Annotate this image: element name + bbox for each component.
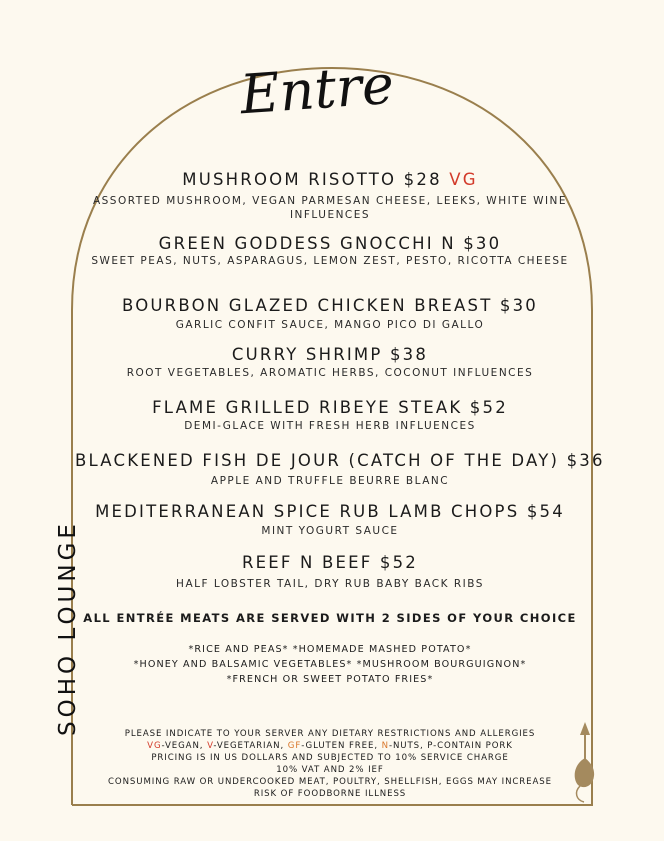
dish-name: BOURBON GLAZED CHICKEN BREAST $30	[121, 296, 539, 315]
tax-notice: 10% VAT AND 2% IEF	[276, 765, 384, 775]
dish-description: SWEET PEAS, NUTS, ASPARAGUS, LEMON ZEST, PESTO, RICOTTA CHEESE	[91, 255, 569, 267]
pricing-notice: PRICING IS IN US DOLLARS AND SUBJECTED TO 10% SERVICE CHARGE	[151, 753, 509, 763]
dish-description: MINT YOGURT SAUCE	[261, 525, 399, 537]
diet-legend: VG-VEGAN, V-VEGETARIAN, GF-GLUTEN FREE, N-NUTS, P-CONTAIN PORK	[147, 741, 513, 751]
dish-name: GREEN GODDESS GNOCCHI N $30	[158, 234, 502, 253]
dish-description: GARLIC CONFIT SAUCE, MANGO PICO DI GALLO	[175, 319, 485, 331]
sides-line: *RICE AND PEAS* *HOMEMADE MASHED POTATO*	[188, 644, 472, 655]
dish-name: CURRY SHRIMP $38	[231, 345, 429, 364]
dish-name: MEDITERRANEAN SPICE RUB LAMB CHOPS $54	[95, 502, 565, 521]
dish-description: DEMI-GLACE WITH FRESH HERB INFLUENCES	[184, 420, 476, 432]
dish-name: REEF N BEEF $52	[241, 553, 419, 572]
dish-name: BLACKENED FISH DE JOUR (CATCH OF THE DAY) $36	[75, 451, 605, 470]
dish-description: HALF LOBSTER TAIL, DRY RUB BABY BACK RIBS	[176, 578, 484, 590]
dish-name: MUSHROOM RISOTTO $28 VG	[182, 170, 478, 189]
dish-description: ROOT VEGETABLES, AROMATIC HERBS, COCONUT INFLUENCES	[126, 367, 534, 379]
sides-line: *FRENCH OR SWEET POTATO FRIES*	[226, 674, 434, 685]
sides-note: ALL ENTRÉE MEATS ARE SERVED WITH 2 SIDES OF YOUR CHOICE	[83, 611, 577, 625]
dish-name: FLAME GRILLED RIBEYE STEAK $52	[152, 398, 508, 417]
consumption-warning-cont: RISK OF FOODBORNE ILLNESS	[253, 789, 407, 799]
vegan-tag: VG	[449, 170, 478, 189]
brand-label: SOHO LOUNGE	[55, 520, 81, 736]
sides-line: *HONEY AND BALSAMIC VEGETABLES* *MUSHROOM BOURGUIGNON*	[133, 659, 527, 670]
page-title: Entre	[238, 52, 396, 127]
dish-description: APPLE AND TRUFFLE BEURRE BLANC	[210, 475, 450, 487]
consumption-warning: CONSUMING RAW OR UNDERCOOKED MEAT, POULTRY, SHELLFISH, EGGS MAY INCREASE	[108, 777, 552, 787]
dish-description: ASSORTED MUSHROOM, VEGAN PARMESAN CHEESE, LEEKS, WHITE WINE INFLUENCES	[92, 195, 568, 221]
allergy-notice: PLEASE INDICATE TO YOUR SERVER ANY DIETARY RESTRICTIONS AND ALLERGIES	[124, 729, 536, 739]
